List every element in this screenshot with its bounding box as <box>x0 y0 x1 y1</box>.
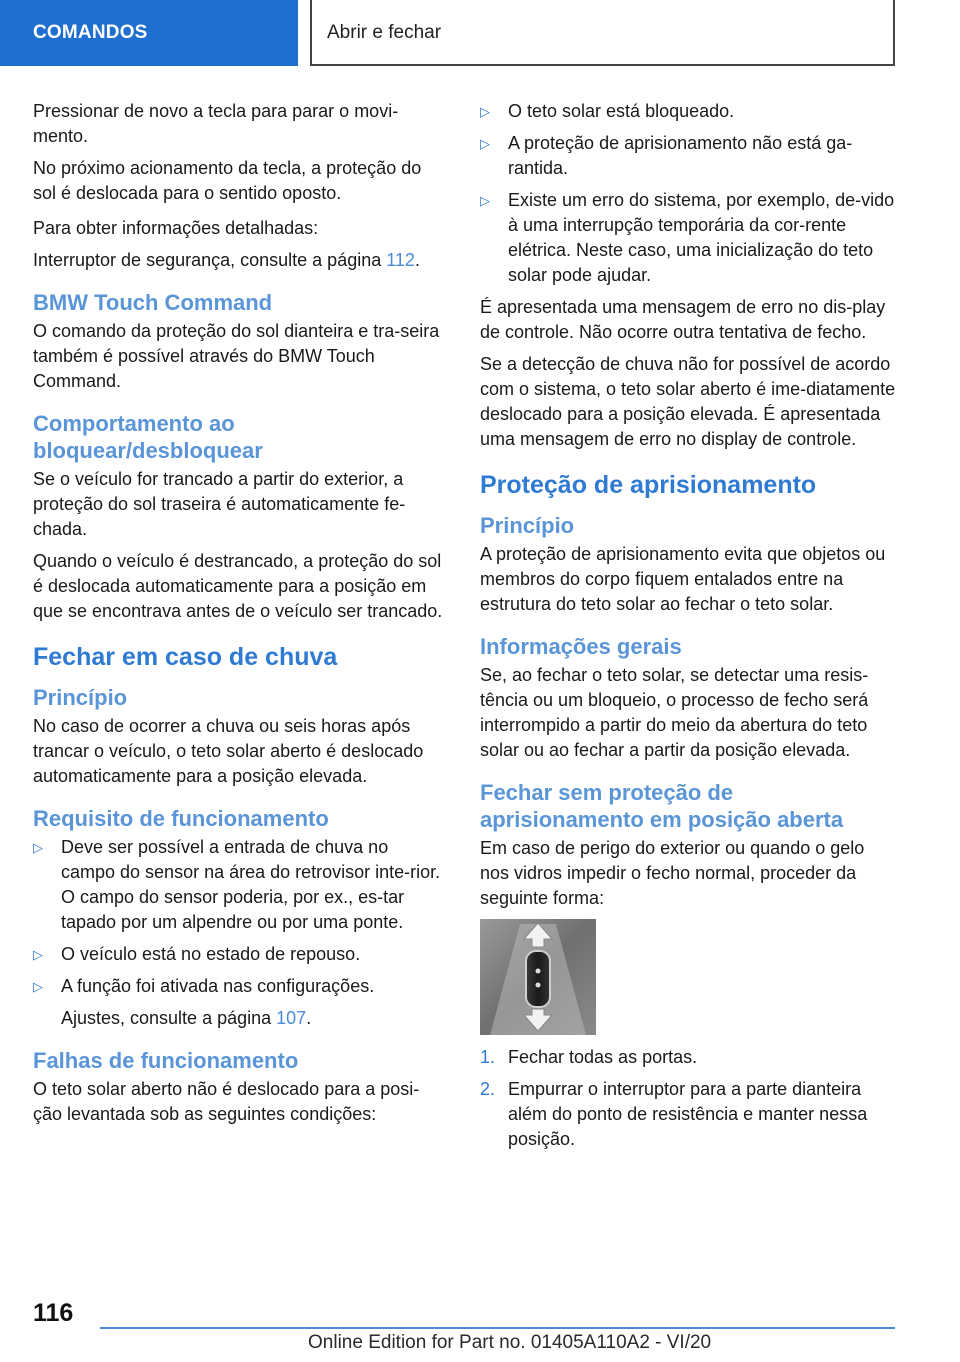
punctuation: . <box>306 1008 312 1028</box>
bullet-triangle-icon: ▷ <box>33 947 43 962</box>
paragraph: O comando da proteção do sol dianteira e tra-seira também é possível através do BMW Touch Command. <box>33 321 440 391</box>
heading-close-in-rain: Fechar em caso de chuva <box>33 643 338 671</box>
list-item <box>480 131 896 181</box>
heading-general-info: Informações gerais <box>480 634 682 659</box>
bullet-triangle-icon: ▷ <box>33 840 43 855</box>
malfunction-list <box>480 99 896 288</box>
paragraph: Em caso de perigo do exterior ou quando o gelo nos vidros impedir o fecho normal, proceder da seguinte forma: <box>480 838 865 908</box>
paragraph: Se o veículo for trancado a partir do exterior, a proteção do sol traseira é automaticamente fe-chada. <box>33 469 406 539</box>
list-item-text: O veículo está no estado de repouso. <box>61 944 361 964</box>
step-number: 2. <box>480 1079 496 1099</box>
steps-list <box>480 1045 896 1152</box>
heading-principle: Princípio <box>480 513 575 538</box>
right-column <box>480 99 896 1159</box>
page-number: 116 <box>33 1299 74 1327</box>
step-text: Empurrar o interruptor para a parte dianteira além do ponto de resistência e manter nessa posição. <box>508 1079 868 1149</box>
punctuation: . <box>414 250 420 270</box>
paragraph: Quando o veículo é destrancado, a proteção do sol é deslocada automaticamente para a posição em que se encontrava antes de o veículo ser trancado. <box>33 551 443 621</box>
paragraph: A proteção de aprisionamento evita que objetos ou membros do corpo fiquem entalados entre na estrutura do teto solar ao fechar o teto solar. <box>480 544 886 614</box>
bullet-triangle-icon: ▷ <box>480 136 490 151</box>
list-item <box>33 974 447 999</box>
step-text: Fechar todas as portas. <box>508 1047 698 1067</box>
sunroof-switch-illustration <box>480 919 596 1035</box>
list-item-text: A função foi ativada nas configurações. <box>61 976 375 996</box>
page-link-112[interactable]: 112 <box>386 250 415 270</box>
footer-divider <box>100 1327 895 1329</box>
page-title: Abrir e fechar <box>310 0 895 66</box>
paragraph-with-link <box>33 1006 447 1031</box>
list-item-text: Existe um erro do sistema, por exemplo, de-vido à uma interrupção temporária da cor-rente elétrica. Neste caso, uma inicialização do teto solar pode ajudar. <box>508 190 895 285</box>
paragraph: Para obter informações detalhadas: <box>33 218 319 238</box>
paragraph: É apresentada uma mensagem de erro no dis-play de controle. Não ocorre outra tentativa de fecho. <box>480 297 886 342</box>
list-item-text: A proteção de aprisionamento não está ga-rantida. <box>508 133 853 178</box>
paragraph: Se a detecção de chuva não for possível de acordo com o sistema, o teto solar aberto é ime-diatamente deslocado para a posição elevada. É apresentada uma mensagem de erro no display de controle. <box>480 354 896 449</box>
list-item-text: O teto solar está bloqueado. <box>508 101 735 121</box>
paragraph: Pressionar de novo a tecla para parar o movi-mento. <box>33 101 399 146</box>
step-item <box>480 1077 896 1152</box>
paragraph-text: Interruptor de segurança, consulte a página <box>33 250 387 270</box>
requirement-list <box>33 835 447 999</box>
list-item <box>480 99 896 124</box>
bullet-triangle-icon: ▷ <box>480 193 490 208</box>
list-item <box>33 835 447 935</box>
list-item <box>33 942 447 967</box>
paragraph: No caso de ocorrer a chuva ou seis horas após trancar o veículo, o teto solar aberto é deslocado automaticamente para a posição elevada. <box>33 716 424 786</box>
heading-bmw-touch-command: BMW Touch Command <box>33 290 273 315</box>
heading-lock-behaviour: Comportamento ao bloquear/desbloquear <box>33 411 263 463</box>
left-column <box>33 99 447 1134</box>
heading-pinch-protection: Proteção de aprisionamento <box>480 471 817 499</box>
list-item-text: Deve ser possível a entrada de chuva no campo do sensor na área do retrovisor inte-rior. O campo do sensor poderia, por ex., es-tar tapado por um alpendre ou por uma ponte. <box>61 837 441 932</box>
paragraph: Se, ao fechar o teto solar, se detectar uma resis-tência ou um bloqueio, o processo de fecho será interrompido a partir do meio da abertura do teto solar ou ao fechar a partir da posição elevada. <box>480 665 869 760</box>
paragraph: No próximo acionamento da tecla, a proteção do sol é deslocada para o sentido oposto. <box>33 158 422 203</box>
paragraph: O teto solar aberto não é deslocado para a posi-ção levantada sob as seguintes condições: <box>33 1079 420 1124</box>
paragraph-with-link <box>33 248 447 273</box>
bullet-triangle-icon: ▷ <box>33 979 43 994</box>
list-item <box>480 188 896 288</box>
step-item <box>480 1045 896 1070</box>
edition-info: Online Edition for Part no. 01405A110A2 - VI/20 <box>308 1332 712 1353</box>
step-number: 1. <box>480 1047 496 1067</box>
heading-malfunctions: Falhas de funcionamento <box>33 1048 299 1073</box>
section-tab: COMANDOS <box>0 0 298 66</box>
bullet-triangle-icon: ▷ <box>480 104 490 119</box>
paragraph-text: Ajustes, consulte a página <box>61 1008 277 1028</box>
sunroof-switch-photo <box>480 919 596 1035</box>
heading-principle: Princípio <box>33 685 128 710</box>
heading-requirement: Requisito de funcionamento <box>33 806 329 831</box>
page-link-107[interactable]: 107 <box>276 1008 307 1028</box>
heading-close-without-protection: Fechar sem proteção de aprisionamento em posição aberta <box>480 780 844 832</box>
